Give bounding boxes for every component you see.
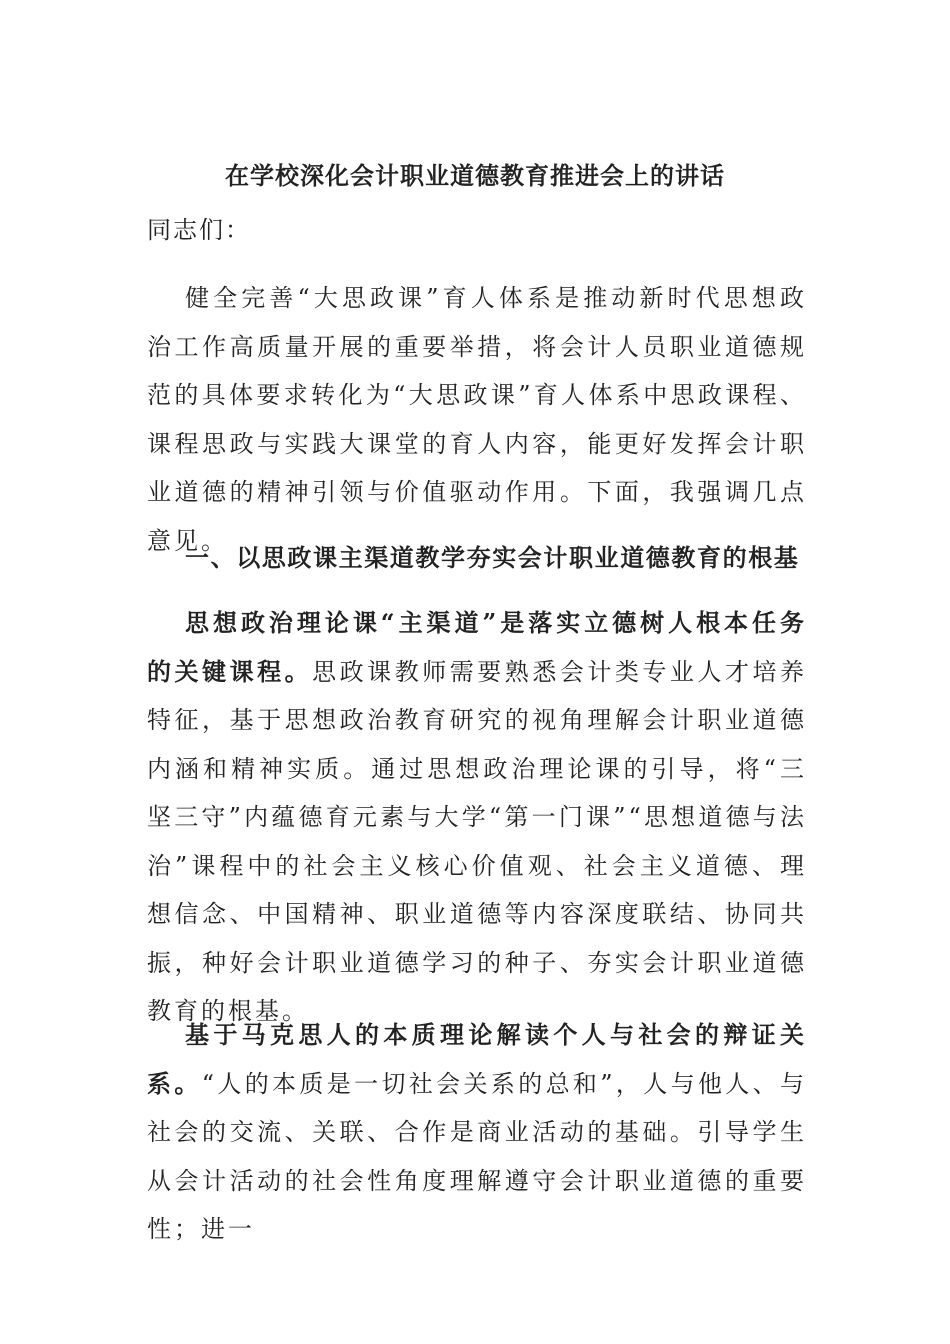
section-heading-1: 一、以思政课主渠道教学夯实会计职业道德教育的根基 bbox=[185, 543, 800, 572]
paragraph-3 bbox=[147, 1011, 807, 1254]
paragraph-2-body: 思政课教师需要熟悉会计类专业人才培养特征，基于思想政治教育研究的视角理解会计职业道德内涵和精神实质。通过思想政治理论课的引导，将“三坚三守”内蕴德育元素与大学“第一门课”“思想道德与法治”课程中的社会主义核心价值观、社会主义道德、理想信念、中国精神、职业道德等内容深度联结、协同共振，种好会计职业道德学习的种子、夯实会计职业道德教育的根基。 bbox=[147, 657, 808, 1025]
paragraph-3-body: “人的本质是一切社会关系的总和”，人与他人、与社会的交流、关联、合作是商业活动的基础。引导学生从会计活动的社会性角度理解遵守会计职业道德的重要性；进一 bbox=[147, 1069, 808, 1243]
paragraph-3-lead: 基于马克思人的本质理论解读个人与社会的辩证关系。 bbox=[147, 1020, 807, 1098]
paragraph-2 bbox=[147, 599, 807, 1036]
document-title: 在学校深化会计职业道德教育推进会上的讲话 bbox=[225, 161, 725, 190]
salutation: 同志们： bbox=[147, 216, 251, 244]
paragraph-2-lead: 思想政治理论课“主渠道”是落实立德树人根本任务的关键课程。 bbox=[147, 608, 807, 686]
intro-paragraph: 健全完善“大思政课”育人体系是推动新时代思想政治工作高质量开展的重要举措，将会计人员职业道德规范的具体要求转化为“大思政课”育人体系中思政课程、课程思政与实践大课堂的育人内容，能更好发挥会计职业道德的精神引领与价值驱动作用。下面，我强调几点意见。 bbox=[147, 284, 807, 555]
